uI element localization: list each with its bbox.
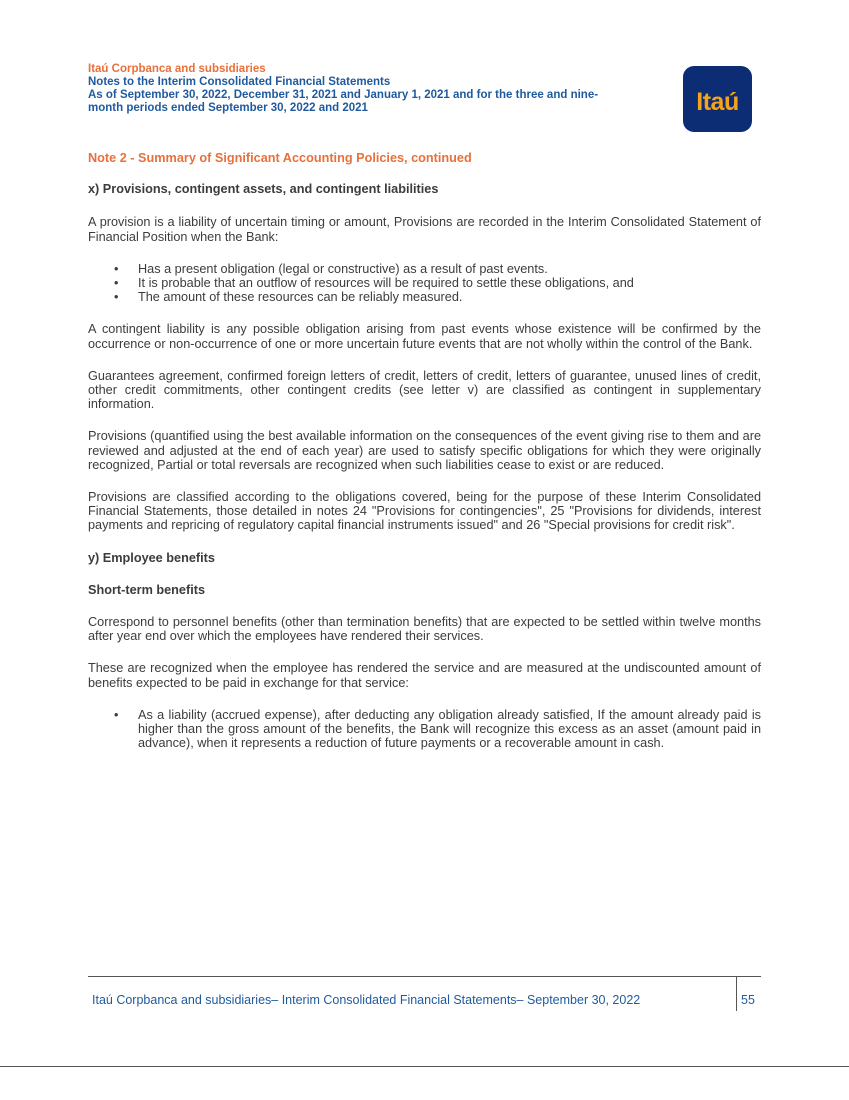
bullet-item: • As a liability (accrued expense), after deducting any obligation already satisfied, If the amount already paid is higher than the gross amount of the benefits, the Bank will recognize this excess as an asset (amount paid in advance), when it represents a reduction of future payments or a recoverable amount in cash. (138, 708, 761, 751)
recognition-paragraph: These are recognized when the employee has rendered the service and are measured at the undiscounted amount of benefits expected to be paid in exchange for that service: (88, 661, 761, 690)
header-line-2: As of September 30, 2022, December 31, 2021 and January 1, 2021 and for the three and nine- (88, 89, 599, 101)
section-y-title: y) Employee benefits (88, 550, 215, 565)
logo-text: Itaú (696, 87, 739, 116)
header-line-1: Notes to the Interim Consolidated Financial Statements (88, 76, 391, 88)
page-number: 55 (741, 993, 755, 1007)
bullet-item: • The amount of these resources can be reliably measured. (138, 290, 761, 304)
page-bottom-edge (0, 1066, 849, 1067)
footer-divider (88, 976, 761, 977)
guarantees-paragraph: Guarantees agreement, confirmed foreign letters of credit, letters of credit, letters of guarantee, unused lines of credit, other credit commitments, other contingent credits (see letter v) are classified as contingent in supplementary information. (88, 368, 761, 412)
short-term-benefits-paragraph: Correspond to personnel benefits (other than termination benefits) that are expected to be settled within twelve months after year end over which the employees have rendered their services. (88, 615, 761, 644)
footer-text: Itaú Corpbanca and subsidiaries– Interim Consolidated Financial Statements– September 30, 2022 (92, 993, 641, 1007)
section-x-intro: A provision is a liability of uncertain timing or amount, Provisions are recorded in the Interim Consolidated Statement of Financial Position when the Bank: (88, 215, 761, 244)
short-term-benefits-title: Short-term benefits (88, 582, 206, 597)
section-y-bullet-list (88, 708, 761, 751)
bullet-item: • Has a present obligation (legal or constructive) as a result of past events. (138, 262, 761, 276)
header-company: Itaú Corpbanca and subsidiaries (88, 63, 266, 75)
header-line-3: month periods ended September 30, 2022 and 2021 (88, 102, 368, 114)
bullet-item: • It is probable that an outflow of resources will be required to settle these obligations, and (138, 276, 761, 290)
section-x-title: x) Provisions, contingent assets, and contingent liabilities (88, 182, 439, 197)
provisions-classified-paragraph: Provisions are classified according to the obligations covered, being for the purpose of these Interim Consolidated Financial Statements, those detailed in notes 24 "Provisions for contingencies", 25 "Provisions for dividends, interest payments and repricing of regulatory capital financial instruments issued" and 26 "Special provisions for credit risk". (88, 490, 761, 533)
section-x-bullet-list (88, 262, 761, 305)
document-body (88, 151, 761, 768)
itau-logo (683, 66, 752, 132)
note-title: Note 2 - Summary of Significant Accounting Policies, continued (88, 151, 472, 165)
contingent-liability-paragraph: A contingent liability is any possible obligation arising from past events whose existence will be confirmed by the occurrence or non-occurrence of one or more uncertain future events that are not wholly within the control of the Bank. (88, 322, 761, 351)
footer-page-separator (736, 977, 737, 1011)
provisions-quantified-paragraph: Provisions (quantified using the best available information on the consequences of the event giving rise to them and are reviewed and adjusted at the end of each year) are used to satisfy specific obligations for which they were originally recognized, Partial or total reversals are recognized when such liabilities cease to exist or are reduced. (88, 429, 761, 472)
page-header (88, 63, 658, 115)
